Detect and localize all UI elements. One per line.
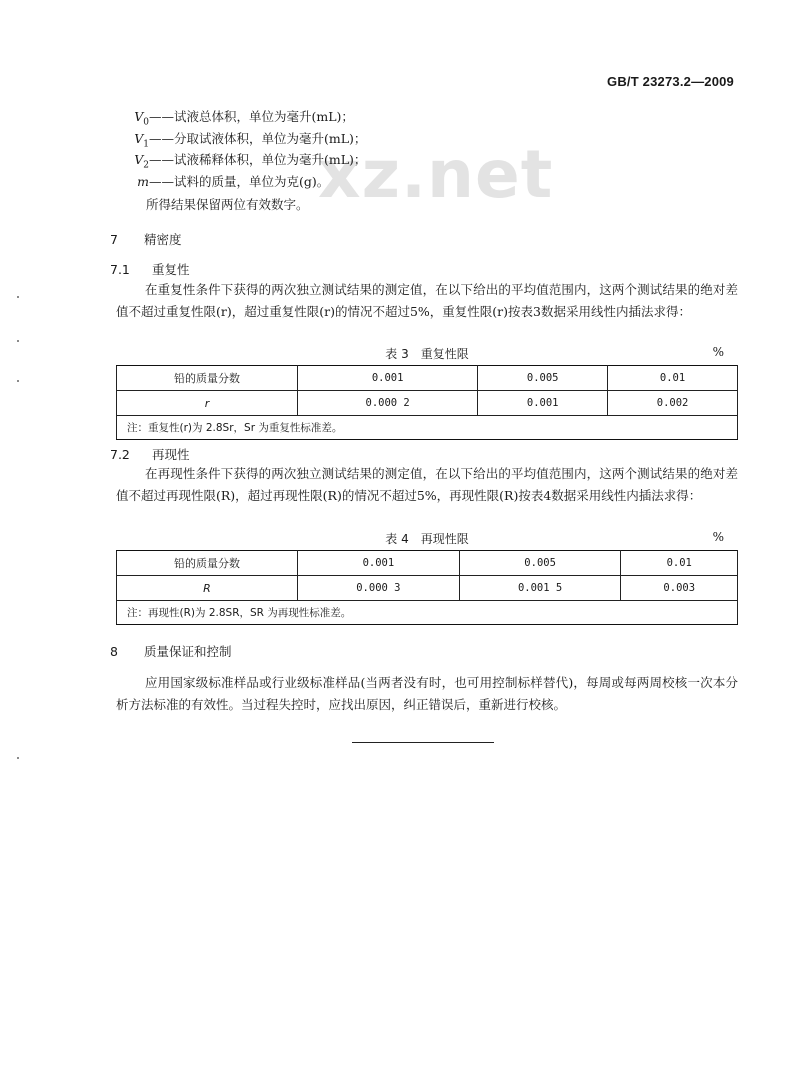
scan-speck [17,296,19,298]
table-caption-text: 表 3 重复性限 [385,347,469,361]
table-cell: 0.005 [459,551,621,576]
definition-text: ——试液稀释体积，单位为毫升(mL)； [149,152,367,167]
table-row [117,551,738,576]
section-title: 重复性 [152,262,190,277]
definition-text: ——试液总体积，单位为毫升(mL)； [149,109,354,124]
table-row [117,601,738,625]
table-header-label: 铅的质量分数 [117,551,298,576]
table-cell: 0.001 5 [459,576,621,601]
repeatability-paragraph: 在重复性条件下获得的两次独立测试结果的测定值，在以下给出的平均值范围内，这两个测试结果的绝对差值不超过重复性限(r)，超过重复性限(r)的情况不超过5%，重复性限(r)按表3数据采用线性内插法求得： [116,282,738,319]
table-cell: 0.000 3 [298,576,460,601]
section-heading-7-2 [110,445,190,463]
reproducibility-paragraph: 在再现性条件下获得的两次独立测试结果的测定值，在以下给出的平均值范围内，这两个测试结果的绝对差值不超过再现性限(R)，超过再现性限(R)的情况不超过5%，再现性限(R)按表4数据采用线性内插法求得： [116,466,738,503]
definition-symbol: V [134,152,144,167]
table-note: 注：再现性(R)为 2.8SR，SR 为再现性标准差。 [117,601,738,625]
end-of-document-rule [352,742,494,743]
section-number: 7.2 [110,447,130,462]
standard-code: GB/T 23273.2—2009 [607,74,734,89]
table-cell: 0.01 [608,366,738,391]
definition-symbol: m [137,173,149,189]
section-title: 质量保证和控制 [144,644,232,659]
table-unit: % [712,345,724,359]
quality-control-paragraph: 应用国家级标准样品或行业级标准样品(当两者没有时，也可用控制标样替代)，每周或每两周校核一次本分析方法标准的有效性。当过程失控时，应找出原因，纠正错误后，重新进行校核。 [116,675,738,712]
definition-text: ——试料的质量，单位为克(g)。 [149,173,330,189]
definition-subscript: 0 [143,117,149,128]
definition-text: ——分取试液体积，单位为毫升(mL)； [149,130,367,146]
section-heading-7-1 [110,260,190,278]
definition-item [131,106,366,128]
table-cell: 0.003 [621,576,738,601]
watermark: xz.net [318,136,554,213]
variable-definitions [131,106,366,192]
table4-reproducibility [116,550,738,625]
table-header-label: 铅的质量分数 [117,366,298,391]
scan-speck [17,757,19,759]
table-cell: 0.001 [298,366,478,391]
table-cell: 0.001 [298,551,460,576]
definition-symbol: V [134,109,144,124]
table3-caption [116,345,738,362]
table3-repeatability [116,365,738,440]
table-cell: 0.002 [608,391,738,416]
definition-symbol: V [134,130,144,146]
table-cell: 0.001 [478,391,608,416]
definition-item [131,149,366,171]
section-number: 7.1 [110,262,130,277]
table-row-label: R [117,576,298,601]
table-row [117,391,738,416]
rounding-note: 所得结果保留两位有效数字。 [146,197,309,212]
table-cell: 0.000 2 [298,391,478,416]
section-number: 8 [110,644,118,659]
table-row-label: r [117,391,298,416]
table-cell: 0.01 [621,551,738,576]
section-heading-7 [110,230,182,248]
definition-item [131,171,366,193]
scan-speck [17,340,19,342]
definition-subscript: 2 [143,160,149,171]
definition-subscript: 1 [143,139,149,149]
table-cell: 0.005 [478,366,608,391]
table-row [117,576,738,601]
section-heading-8 [110,642,232,660]
table-caption-text: 表 4 再现性限 [385,532,469,546]
section-title: 精密度 [144,232,182,247]
definition-item [131,128,366,150]
table-note: 注：重复性(r)为 2.8Sr，Sr 为重复性标准差。 [117,416,738,440]
table-unit: % [712,530,724,544]
table4-caption [116,530,738,547]
scan-speck [17,380,19,382]
section-title: 再现性 [152,447,190,462]
section-number: 7 [110,232,118,247]
table-row [117,366,738,391]
table-row [117,416,738,440]
